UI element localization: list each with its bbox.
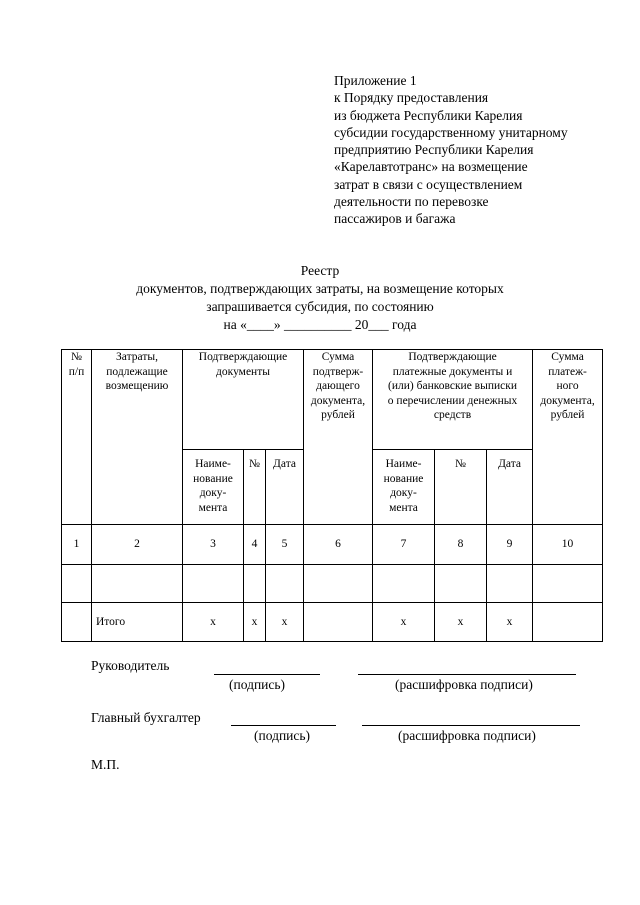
column-number-cell: 8 xyxy=(435,525,487,565)
header-text: дающего xyxy=(316,380,360,392)
column-number-cell: 7 xyxy=(373,525,435,565)
column-numbers-row xyxy=(62,525,603,565)
header-cell-confirming-documents xyxy=(183,350,304,450)
total-mark: х xyxy=(266,603,304,642)
registry-subtitle-line2: запрашивается субсидия, по состоянию xyxy=(206,299,434,314)
appendix-line: из бюджета Республики Карелия xyxy=(334,107,523,123)
appendix-line: Приложение 1 xyxy=(334,73,417,88)
header-text: подлежащие xyxy=(106,365,168,378)
header-text: Сумма xyxy=(321,351,355,363)
subheader-document-name xyxy=(183,450,244,525)
table-cell xyxy=(373,565,435,603)
table-cell xyxy=(92,565,183,603)
table-cell xyxy=(304,603,373,642)
registry-table xyxy=(61,349,603,642)
header-text: Подтверждающие xyxy=(198,351,288,363)
header-text: документы xyxy=(216,365,270,378)
table-cell xyxy=(244,565,266,603)
header-text: средств xyxy=(433,409,472,421)
head-decoding-line xyxy=(358,674,576,675)
header-text: платеж- xyxy=(548,365,587,378)
head-label: Руководитель xyxy=(91,658,170,673)
table-cell xyxy=(266,565,304,603)
header-text: возмещению xyxy=(105,380,169,392)
stamp-place: М.П. xyxy=(91,757,120,772)
header-text: Затраты, xyxy=(116,351,158,363)
table-cell xyxy=(304,565,373,603)
subheader-text: Наиме- xyxy=(195,458,231,470)
head-decoding-caption: (расшифровка подписи) xyxy=(395,677,533,692)
header-cell-costs xyxy=(92,350,183,525)
registry-date-line: на «____» __________ 20___ года xyxy=(223,317,417,332)
header-cell-payment-documents xyxy=(373,350,533,450)
accountant-decoding-caption: (расшифровка подписи) xyxy=(398,728,536,743)
table-row-total xyxy=(62,603,603,642)
appendix-line: субсидии государственному унитарному xyxy=(334,124,568,140)
header-cell-number xyxy=(62,350,92,525)
subheader-text: нование xyxy=(383,472,424,485)
header-text: Подтверждающие xyxy=(408,351,497,363)
subheader-text: мента xyxy=(389,501,418,514)
header-cell-payment-amount xyxy=(533,350,603,525)
header-cell-document-amount xyxy=(304,350,373,525)
registry-subtitle-line1: документов, подтверждающих затраты, на возмещение которых xyxy=(136,281,504,296)
subheader-document-number: № xyxy=(244,450,266,525)
appendix-line: пассажиров и багажа xyxy=(334,211,456,227)
appendix-line: деятельности по перевозке xyxy=(334,194,489,210)
total-mark: х xyxy=(487,603,533,642)
column-number-cell: 4 xyxy=(244,525,266,565)
column-number-cell: 6 xyxy=(304,525,373,565)
header-text: документа, xyxy=(540,394,595,407)
head-signature-caption: (подпись) xyxy=(229,677,286,692)
table-cell xyxy=(435,565,487,603)
table-cell xyxy=(487,565,533,603)
header-text: (или) банковские выписки xyxy=(388,380,517,392)
total-mark: х xyxy=(373,603,435,642)
subheader-text: доку- xyxy=(199,487,227,499)
column-number-cell: 1 xyxy=(62,525,92,565)
head-signature-line xyxy=(214,674,320,675)
header-text: рублей xyxy=(550,409,585,421)
header-text: ного xyxy=(556,380,579,392)
subheader-text: мента xyxy=(198,501,228,514)
header-text: Сумма xyxy=(551,351,584,363)
table-cell xyxy=(62,603,92,642)
appendix-block xyxy=(334,72,568,228)
table-cell xyxy=(533,603,603,642)
header-text: подтверж- xyxy=(312,365,364,378)
header-text: документа, xyxy=(310,394,366,407)
header-text: платежные документы и xyxy=(392,365,513,378)
subheader-payment-date: Дата xyxy=(487,450,533,525)
header-text: п/п xyxy=(68,365,85,378)
total-mark: х xyxy=(435,603,487,642)
column-number-cell: 2 xyxy=(92,525,183,565)
accountant-signature-caption: (подпись) xyxy=(254,728,311,743)
subheader-payment-number: № xyxy=(435,450,487,525)
subheader-document-date: Дата xyxy=(266,450,304,525)
accountant-signature-line xyxy=(231,725,336,726)
accountant-decoding-line xyxy=(362,725,580,726)
header-text: рублей xyxy=(321,409,355,421)
column-number-cell: 9 xyxy=(487,525,533,565)
column-number-cell: 10 xyxy=(533,525,603,565)
total-mark: х xyxy=(244,603,266,642)
subheader-text: нование xyxy=(193,472,233,485)
table-cell xyxy=(533,565,603,603)
registry-title: Реестр xyxy=(300,263,340,278)
appendix-line: затрат в связи с осуществлением xyxy=(334,176,523,192)
table-cell xyxy=(183,565,244,603)
column-number-cell: 3 xyxy=(183,525,244,565)
chief-accountant-label: Главный бухгалтер xyxy=(91,710,201,725)
total-mark: х xyxy=(183,603,244,642)
header-text: о перечислении денежных xyxy=(387,394,518,407)
header-text: № xyxy=(71,351,82,363)
subheader-payment-name xyxy=(373,450,435,525)
appendix-line: к Порядку предоставления xyxy=(334,90,489,106)
table-cell xyxy=(62,565,92,603)
appendix-line: предприятию Республики Карелия xyxy=(334,142,534,158)
column-number-cell: 5 xyxy=(266,525,304,565)
subheader-text: доку- xyxy=(390,487,417,499)
table-row-empty xyxy=(62,565,603,603)
appendix-line: «Карелавтотранс» на возмещение xyxy=(334,159,528,175)
total-label: Итого xyxy=(92,603,183,642)
subheader-text: Наиме- xyxy=(385,458,422,470)
